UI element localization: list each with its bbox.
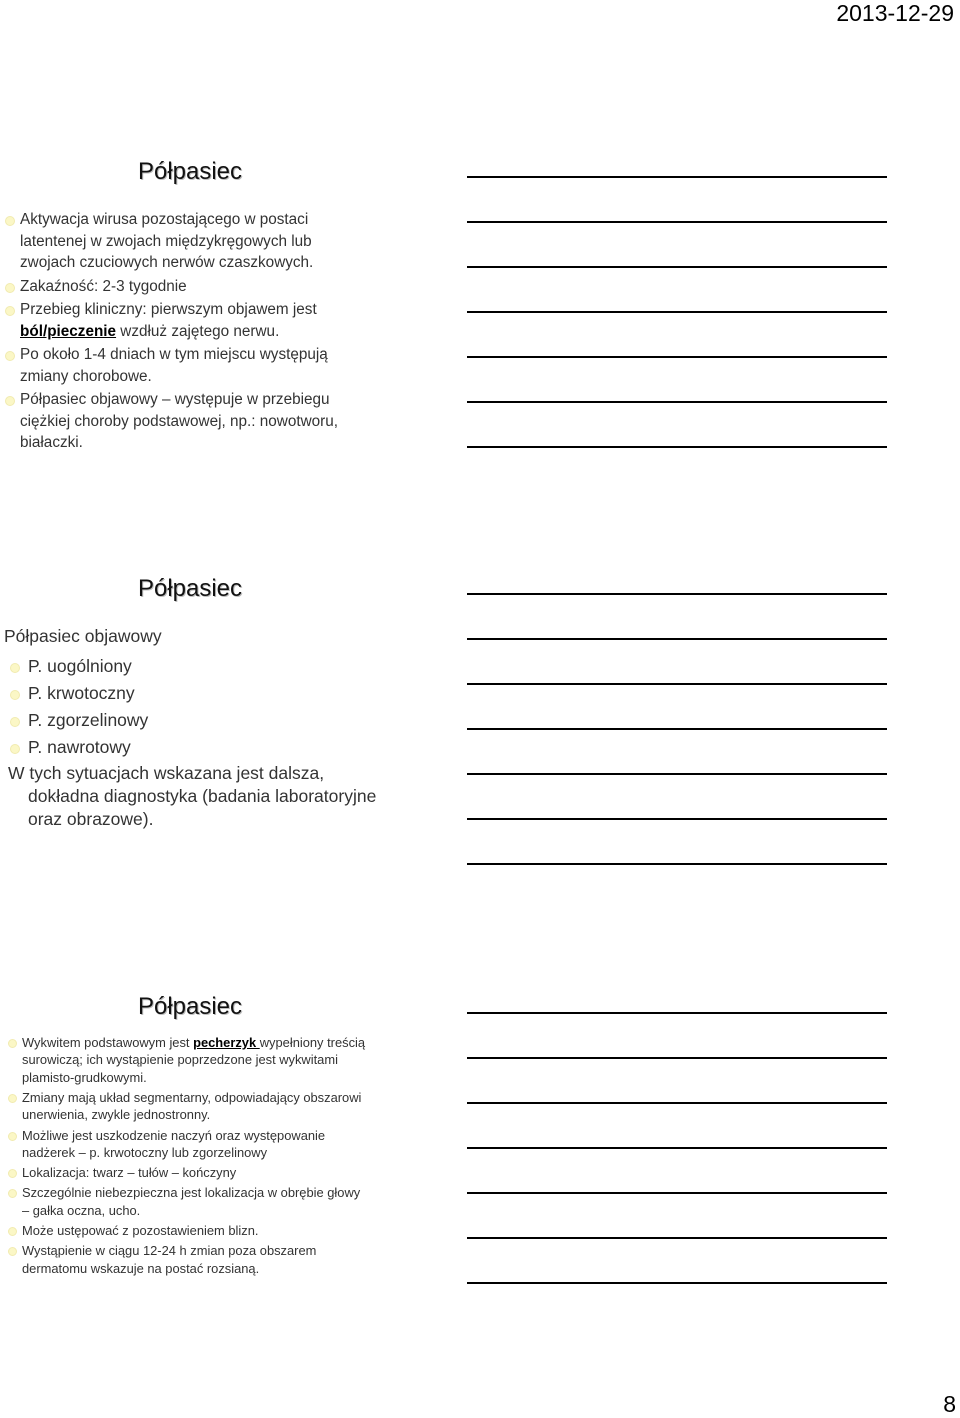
list-item: P. uogólniony	[28, 653, 388, 680]
bullet-icon	[8, 1189, 17, 1198]
list-item: Szczególnie niebezpieczna jest lokalizacja w obrębie głowy – gałka oczna, ucho.	[22, 1184, 367, 1219]
note-line	[467, 863, 887, 865]
note-line	[467, 818, 887, 820]
list-item: Półpasiec objawowy – występuje w przebiegu ciężkiej choroby podstawowej, np.: nowotworu, białaczki.	[20, 389, 370, 454]
bullet-icon	[8, 1247, 17, 1256]
bullet-icon	[5, 396, 15, 406]
list-item: P. zgorzelinowy	[28, 707, 388, 734]
bullet-list	[28, 653, 388, 761]
list-item: Aktywacja wirusa pozostającego w postaci latentenej w zwojach międzykręgowych lub zwojach czuciowych nerwów czaszkowych.	[20, 209, 370, 274]
list-item: Wykwitem podstawowym jest pecherzyk wypełniony treścią surowiczą; ich wystąpienie poprzedzone jest wykwitami plamisto-grudkowymi.	[22, 1034, 367, 1086]
summary-text: W tych sytuacjach wskazana jest dalsza, dokładna diagnostyka (badania laboratoryjne oraz obrazowe).	[8, 763, 377, 829]
bullet-list	[22, 1034, 367, 1280]
list-item: Zmiany mają układ segmentarny, odpowiadający obszarowi unerwienia, zwykle jednostronny.	[22, 1089, 367, 1124]
bullet-icon	[8, 1132, 17, 1141]
page-number: 8	[943, 1391, 956, 1417]
bullet-icon	[5, 306, 15, 316]
bullet-icon	[8, 1094, 17, 1103]
note-line	[467, 683, 887, 685]
slide-title: Półpasiec	[137, 575, 243, 602]
bullet-list	[20, 209, 370, 456]
bullet-icon	[8, 1039, 17, 1048]
bullet-icon	[10, 663, 20, 673]
bullet-icon	[10, 744, 20, 754]
note-line	[467, 221, 887, 223]
list-item: Zakaźność: 2-3 tygodnie	[20, 276, 370, 298]
note-line	[467, 593, 887, 595]
list-item: P. krwotoczny	[28, 680, 388, 707]
note-line	[467, 1192, 887, 1194]
bullet-icon	[5, 351, 15, 361]
slide-title: Półpasiec	[137, 158, 243, 185]
highlight-term: pecherzyk	[193, 1035, 260, 1050]
note-line	[467, 401, 887, 403]
note-line	[467, 1057, 887, 1059]
bullet-icon	[5, 283, 15, 293]
bullet-icon	[10, 717, 20, 727]
note-line	[467, 1282, 887, 1284]
note-line	[467, 638, 887, 640]
slide-title: Półpasiec	[137, 993, 243, 1020]
bullet-icon	[10, 690, 20, 700]
note-line	[467, 1237, 887, 1239]
list-item: Wystąpienie w ciągu 12-24 h zmian poza obszarem dermatomu wskazuje na postać rozsianą.	[22, 1242, 367, 1277]
list-item: P. nawrotowy	[28, 734, 388, 761]
note-line	[467, 176, 887, 178]
highlight-term: ból/pieczenie	[20, 322, 117, 340]
note-line	[467, 446, 887, 448]
list-item: Możliwe jest uszkodzenie naczyń oraz występowanie nadżerek – p. krwotoczny lub zgorzelinowy	[22, 1127, 367, 1162]
note-line	[467, 1147, 887, 1149]
note-line	[467, 1012, 887, 1014]
bullet-icon	[8, 1169, 17, 1178]
list-item: Po około 1-4 dniach w tym miejscu występują zmiany chorobowe.	[20, 344, 370, 387]
list-heading: Półpasiec objawowy	[4, 626, 162, 646]
bullet-icon	[8, 1227, 17, 1236]
bullet-icon	[5, 216, 15, 226]
list-item: Może ustępować z pozostawieniem blizn.	[22, 1222, 367, 1239]
header-date: 2013-12-29	[836, 0, 954, 26]
note-line	[467, 356, 887, 358]
note-line	[467, 773, 887, 775]
list-item: Lokalizacja: twarz – tułów – kończyny	[22, 1164, 367, 1181]
list-item: Przebieg kliniczny: pierwszym objawem jest ból/pieczenie wzdłuż zajętego nerwu.	[20, 299, 370, 342]
note-line	[467, 728, 887, 730]
note-line	[467, 1102, 887, 1104]
note-line	[467, 311, 887, 313]
note-line	[467, 266, 887, 268]
